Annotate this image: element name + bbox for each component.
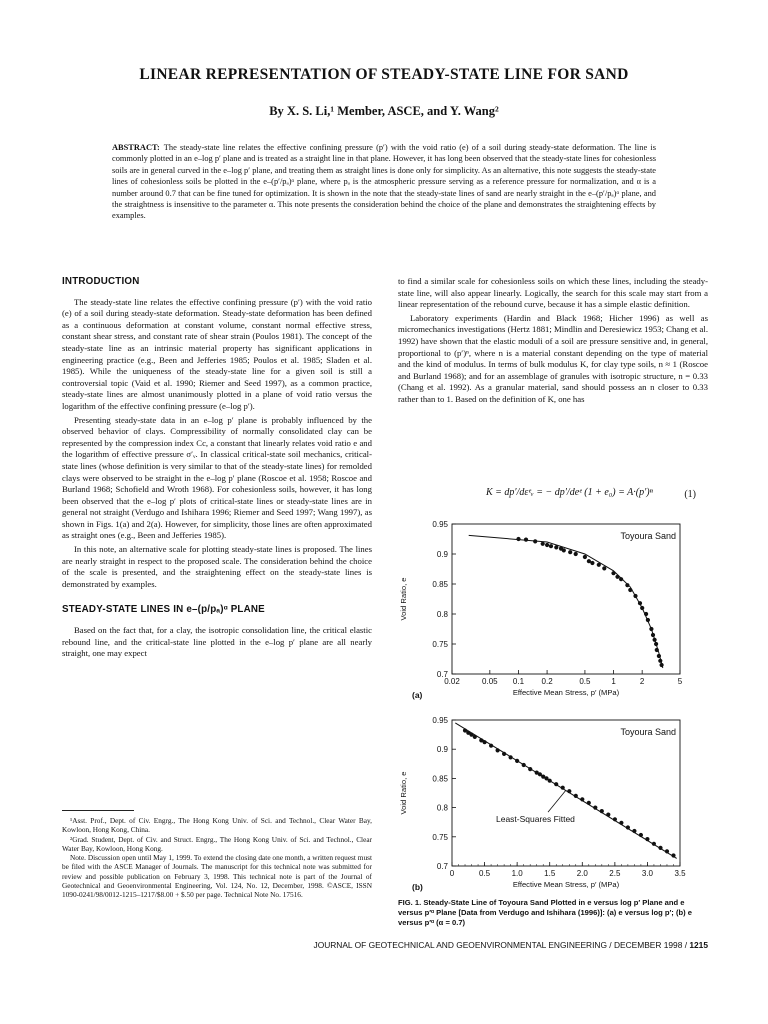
data-point	[665, 849, 669, 853]
x-tick-label: 0	[449, 869, 455, 878]
x-tick-label: 1.5	[544, 869, 556, 878]
chart-annotation: Toyoura Sand	[620, 727, 676, 737]
y-tick-label: 0.7	[436, 862, 448, 871]
equation-body: K = dp′/dεᵉᵥ = − dp′/deᵉ (1 + e₀) = A·(p′)ⁿ	[486, 487, 653, 498]
data-point	[628, 588, 632, 592]
paragraph: Based on the fact that, for a clay, the isotropic consolidation line, the critical elastic rebound line, and the critical-state line plotted in the e–log p′ plane are all nearly straight, one may expect	[62, 625, 372, 659]
data-point	[619, 577, 623, 581]
data-point	[633, 594, 637, 598]
data-point	[528, 767, 532, 771]
paper-title: LINEAR REPRESENTATION OF STEADY-STATE LINE FOR SAND	[139, 66, 629, 83]
data-point	[613, 817, 617, 821]
data-point	[473, 735, 477, 739]
panel-label: (b)	[412, 882, 423, 892]
abstract-text: The steady-state line relates the effective confining pressure (p′) with the void ratio (e) of a soil during steady-state deformation. The line is commonly plotted in an e–log p′ plane and is treated as a straight line in that plane. However, it has long been observed that the steady-state lines for cohesionless soils are in general curved in the e–log p′ plane, and treating them as straight lines is done only for simplicity. As an alternative, this note suggests the steady-state lines of cohesionless soils be plotted in the e–(p′/pₐ)ᵅ plane, where pₐ is the atmospheric pressure serving as a reference pressure for normalization, and α is a number around 0.7 that can be fine tuned for optimization. It is shown in the note that the steady-state lines of sand are nearly straight in the e–(p′/pₐ)ᵅ plane, and the straightness is insensitive to the parameter α. This note presents the consideration behind the choice of the plane and demonstrates the straightening effects by examples.	[112, 143, 656, 221]
x-tick-label: 3.5	[674, 869, 686, 878]
data-point	[554, 545, 558, 549]
x-tick-label: 0.5	[479, 869, 491, 878]
data-point	[619, 821, 623, 825]
data-point	[611, 571, 615, 575]
data-point	[554, 782, 558, 786]
data-point	[649, 627, 653, 631]
data-point	[625, 583, 629, 587]
footnotes	[62, 816, 372, 900]
data-point	[567, 789, 571, 793]
y-axis-label: Void Ratio, e	[399, 771, 408, 815]
x-tick-label: 1.0	[511, 869, 523, 878]
data-point	[632, 829, 636, 833]
data-point	[658, 659, 662, 663]
data-point	[545, 543, 549, 547]
data-point	[655, 648, 659, 652]
y-tick-label: 0.85	[432, 580, 448, 589]
data-point	[651, 633, 655, 637]
data-point	[639, 833, 643, 837]
data-point	[483, 740, 487, 744]
data-point	[602, 566, 606, 570]
y-tick-label: 0.85	[432, 774, 448, 784]
footnote: ¹Asst. Prof., Dept. of Civ. Engrg., The Hong Kong Univ. of Sci. and Technol., Clear Water Bay, Kowloon, Hong Kong, China.	[62, 816, 372, 835]
data-point	[671, 853, 675, 857]
data-point	[541, 542, 545, 546]
data-point	[568, 550, 572, 554]
x-tick-label: 5	[677, 677, 683, 686]
data-point	[658, 846, 662, 850]
footnote: Note. Discussion open until May 1, 1999. To extend the closing date one month, a written request must be filed with the ASCE Manager of Journals. The manuscript for this technical note was submitted for review and possible publication on February 3, 1998. This technical note is part of the Journal of Geotechnical and Geoenvironmental Engineering, Vol. 124, No. 12, December, 1998. ©ASCE, ISSN 1090-0241/98/0012-1215–1217/$8.00 + $.50 per page. Technical Note No. 17516.	[62, 853, 372, 900]
paragraph: Laboratory experiments (Hardin and Black 1968; Hicher 1996) as well as micromechanics investigations (Hertz 1881; Mindlin and Deresiewicz 1953; Chang et al. 1992) have shown that the elastic moduli of a soil are pressure sensitive and, in general, proportional to (p′)ⁿ, where n is a material constant depending on the type of material and the kind of modulus. In terms of bulk modulus K, for clay type soils, n ≈ 1 (Roscoe and Burland 1968); and for an assemblage of granules with isotropic structure, n = 0.33 (Chang et al. 1992). As a granular material, sand should possess an n closer to 0.33 rather than to 1. Based on the definition of K, one has	[398, 312, 708, 404]
x-axis-label: Effective Mean Stress, p′ (MPa)	[512, 880, 620, 889]
data-point	[657, 654, 661, 658]
data-point	[606, 813, 610, 817]
x-tick-label: 3.0	[641, 869, 653, 878]
fit-leader-line	[548, 790, 566, 812]
data-point	[489, 744, 493, 748]
data-point	[615, 575, 619, 579]
data-point	[590, 561, 594, 565]
paper-authors: By X. S. Li,¹ Member, ASCE, and Y. Wang²	[269, 104, 499, 118]
y-tick-label: 0.95	[432, 716, 448, 725]
x-tick-label: 0.2	[541, 677, 553, 686]
data-point	[660, 663, 664, 667]
x-tick-label: 2.0	[576, 869, 588, 878]
data-point	[549, 544, 553, 548]
data-point	[645, 837, 649, 841]
x-tick-label: 0.02	[444, 677, 460, 686]
data-point	[640, 606, 644, 610]
panel-label: (a)	[412, 690, 423, 700]
data-point	[646, 618, 650, 622]
footnote: ²Grad. Student, Dept. of Civ. and Struct. Engrg., The Hong Kong Univ. of Sci. and Technol., Clear Water Bay, Kowloon, Hong Kong.	[62, 834, 372, 853]
data-point	[522, 763, 526, 767]
data-point	[653, 638, 657, 642]
footnote-rule	[62, 810, 134, 811]
data-point	[638, 601, 642, 605]
data-point	[580, 797, 584, 801]
figure-caption: FIG. 1. Steady-State Line of Toyoura Sand Plotted in e versus log p′ Plane and e versus p′ᵅ Plane [Data from Verdugo and Ishihara (1996)]: (a) e versus log p′; (b) e versus p′ᵅ (α = 0.7)	[398, 898, 692, 927]
equation-number: (1)	[684, 489, 696, 500]
data-point	[509, 755, 513, 759]
section-heading-introduction: INTRODUCTION	[62, 276, 140, 287]
running-footer	[0, 940, 708, 950]
data-point	[644, 612, 648, 616]
data-point	[574, 552, 578, 556]
data-point	[533, 539, 537, 543]
data-point	[502, 752, 506, 756]
y-tick-label: 0.75	[432, 832, 448, 842]
data-point	[583, 555, 587, 559]
trend-line	[469, 535, 663, 668]
paragraph: In this note, an alternative scale for plotting steady-state lines is proposed. The lines are nearly straight in respect to the proposed scale. The consideration behind the choice of the scale is presented, and the straightening effect on the steady-state lines is demonstrated by examples.	[62, 544, 372, 589]
data-point	[593, 806, 597, 810]
data-point	[600, 809, 604, 813]
x-tick-label: 2.5	[609, 869, 621, 878]
data-point	[516, 537, 520, 541]
y-tick-label: 0.95	[432, 520, 448, 529]
fit-label: Least-Squares Fitted	[496, 814, 575, 825]
data-point	[597, 563, 601, 567]
abstract	[112, 142, 656, 222]
x-tick-label: 0.1	[512, 677, 525, 686]
data-point	[652, 842, 656, 846]
plot-frame	[452, 524, 680, 674]
data-point	[496, 748, 500, 752]
x-tick-label: 0.05	[482, 677, 498, 686]
y-tick-label: 0.7	[436, 670, 448, 679]
equation-1	[398, 485, 708, 507]
y-tick-label: 0.8	[436, 610, 448, 619]
y-tick-label: 0.75	[432, 640, 448, 649]
data-point	[654, 642, 658, 646]
data-point	[574, 794, 578, 798]
data-point	[587, 801, 591, 805]
data-point	[515, 759, 519, 763]
journal-footer: JOURNAL OF GEOTECHNICAL AND GEOENVIRONMENTAL ENGINEERING / DECEMBER 1998 / 1215	[313, 940, 708, 950]
y-tick-label: 0.9	[436, 745, 448, 755]
right-column	[398, 276, 708, 408]
data-point	[561, 786, 565, 790]
paragraph: Presenting steady-state data in an e–log p′ plane is probably influenced by the observed behavior of clays. Compressibility of normally consolidated clay can be represented by the compression index Cc, a constant that linearly relates void ratio e and the logarithm of effective pressure σ′ᵥ. In classical critical-state soil mechanics, critical-state lines (whose definition is very similar to that of the steady-state lines) for remolded clays were observed to be straight in the e–log p′ plane (Roscoe et al. 1958; Roscoe and Burland 1968; Schofield and Wroth 1968). For cohesionless soils, however, it has long been observed that the e–log p′ plots of critical-state lines or steady-state lines are in general not straight (Verdugo and Ishihara 1996; Riemer and Seed 1997; Wang 1997), as shown in Figs. 1(a) and 2(a). However, for simplicity, those lines are often approximated as straight ones (e.g., Been and Jefferies 1985).	[62, 414, 372, 541]
y-axis-label: Void Ratio, e	[399, 577, 408, 621]
x-axis-label: Effective Mean Stress, p′ (MPa)	[512, 688, 620, 697]
paragraph: The steady-state line relates the effective confining pressure (p′) with the void ratio (e) of a soil during steady-state deformation. Steady-state deformation has been defined as a continuous deformation at constant volume, constant normal effective stress, constant shear stress, and constant rate of shear strain (Poulos 1981). The concept of the steady-state line as an intrinsic material property has significant applications in engineering practice (e.g., Been and Jefferies 1985; Poulos et al. 1985; Sladen et al. 1985). While the uniqueness of the steady-state line for a given soil is still a controversial topic (Vaid et al. 1990; Riemer and Seed 1997), as a common practice, steady-state lines are almost unanimously plotted in a plane of void ratio versus the logarithm of the effective confining pressure (e–log p′).	[62, 296, 372, 411]
abstract-label: ABSTRACT:	[112, 143, 160, 152]
data-point	[626, 825, 630, 829]
chart-a	[392, 516, 692, 704]
paragraph: to find a similar scale for cohesionless soils on which these lines, including the steady-state line, will also appear linearly. Logically, the search for this scale may start from a linear representation of the rebound curve, because it has a simple elastic definition.	[398, 276, 708, 310]
chart-annotation: Toyoura Sand	[620, 531, 676, 541]
x-tick-label: 2	[639, 677, 645, 686]
left-column	[62, 276, 372, 662]
x-tick-label: 1	[611, 677, 616, 686]
y-tick-label: 0.9	[436, 550, 448, 559]
data-point	[562, 548, 566, 552]
figure-panel-b	[392, 712, 692, 896]
data-point	[524, 538, 528, 542]
section-heading-steady-state: STEADY-STATE LINES IN e–(p/pₐ)ᵅ PLANE	[62, 604, 265, 616]
chart-b	[392, 712, 692, 896]
y-tick-label: 0.8	[436, 803, 448, 813]
data-point	[548, 779, 552, 783]
x-tick-label: 0.5	[579, 677, 591, 686]
figure-panel-a	[392, 516, 692, 704]
